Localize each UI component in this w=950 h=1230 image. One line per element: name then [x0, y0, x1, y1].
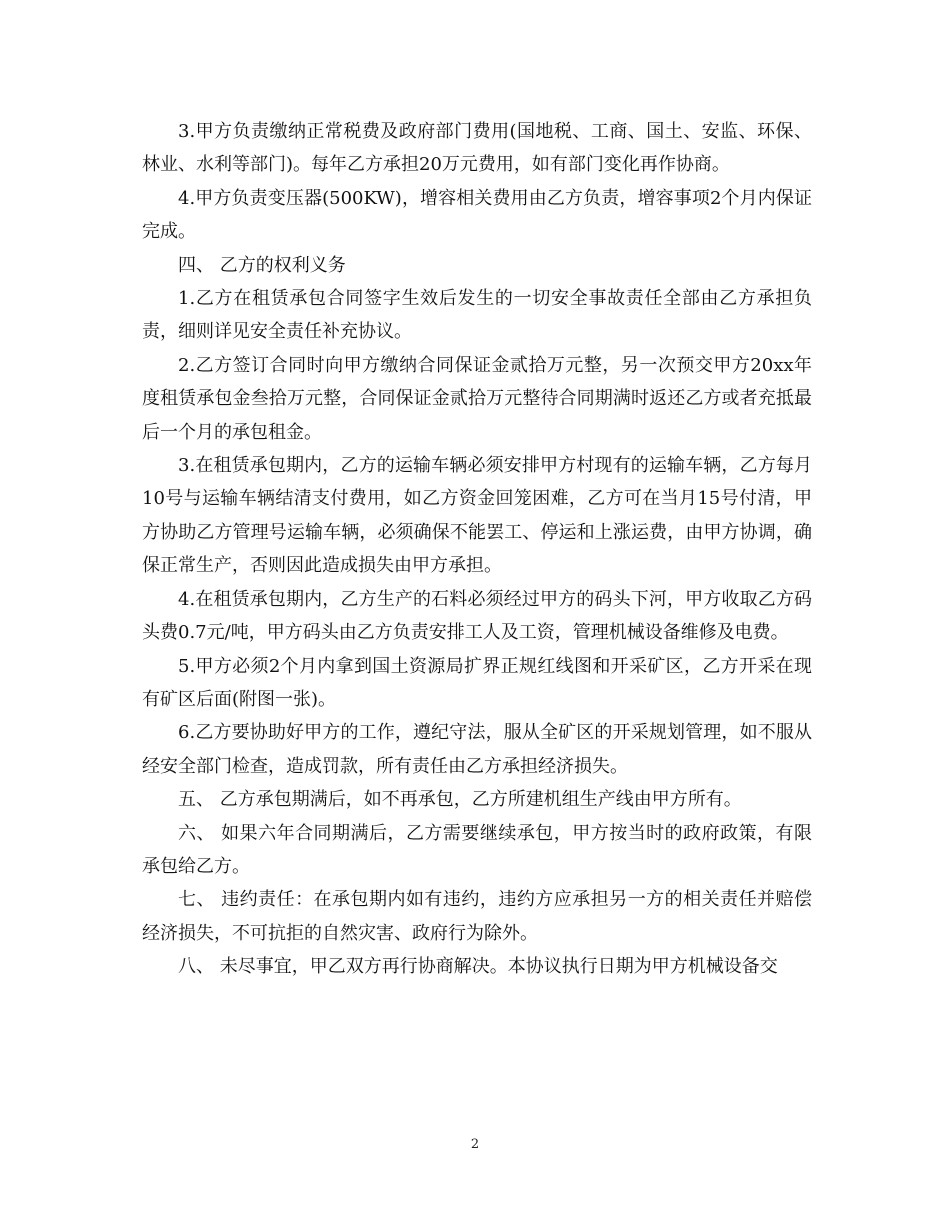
paragraph-tax-fees: 3.甲方负责缴纳正常税费及政府部门费用(国地税、工商、国土、安监、环保、林业、水利等部门)。每年乙方承担20万元费用，如有部门变化再作协商。 — [142, 121, 812, 176]
paragraph-transport-vehicles: 3.在租赁承包期内，乙方的运输车辆必须安排甲方村现有的运输车辆，乙方每月10号与运输车辆结清支付费用，如乙方资金回笼困难，乙方可在当月15号付清，甲方协助乙方管理号运输车辆，必须确保不能罢工、停运和上涨运费，由甲方协调，确保正常生产，否则因此造成损失由甲方承担。 — [142, 455, 812, 577]
paragraph-cooperation: 6.乙方要协助好甲方的工作，遵纪守法，服从全矿区的开采规划管理，如不服从经安全部门检查，造成罚款，所有责任由乙方承担经济损失。 — [142, 722, 812, 777]
page-number: 2 — [470, 1137, 480, 1152]
section-heading-party-b-rights: 四、 乙方的权利义务 — [178, 254, 346, 276]
paragraph-deposit: 2.乙方签订合同时向甲方缴纳合同保证金贰拾万元整，另一次预交甲方20xx年度租赁承包金叁拾万元整，合同保证金贰拾万元整待合同期满时返还乙方或者充抵最后一个月的承包租金。 — [142, 354, 812, 443]
section-seven-breach: 七、 违约责任：在承包期内如有违约，违约方应承担另一方的相关责任并赔偿经济损失，不可抗拒的自然灾害、政府行为除外。 — [142, 889, 812, 944]
paragraph-transformer: 4.甲方负责变压器(500KW)，增容相关费用由乙方负责，增容事项2个月内保证完成。 — [142, 187, 812, 243]
section-five-expiry: 五、 乙方承包期满后，如不再承包，乙方所建机组生产线由甲方所有。 — [178, 789, 742, 811]
document-body — [142, 115, 812, 984]
paragraph-dock-fees: 4.在租赁承包期内，乙方生产的石料必须经过甲方的码头下河，甲方收取乙方码头费0.7元/吨，甲方码头由乙方负责安排工人及工资，管理机械设备维修及电费。 — [142, 588, 812, 644]
section-six-renewal: 六、 如果六年合同期满后，乙方需要继续承包，甲方按当时的政府政策，有限承包给乙方。 — [142, 822, 812, 877]
paragraph-mining-area: 5.甲方必须2个月内拿到国土资源局扩界正规红线图和开采矿区，乙方开采在现有矿区后面(附图一张)。 — [142, 655, 812, 710]
section-eight-misc: 八、 未尽事宜，甲乙双方再行协商解决。本协议执行日期为甲方机械设备交 — [178, 956, 778, 978]
paragraph-safety-responsibility: 1.乙方在租赁承包合同签字生效后发生的一切安全事故责任全部由乙方承担负责，细则详见安全责任补充协议。 — [142, 288, 812, 343]
